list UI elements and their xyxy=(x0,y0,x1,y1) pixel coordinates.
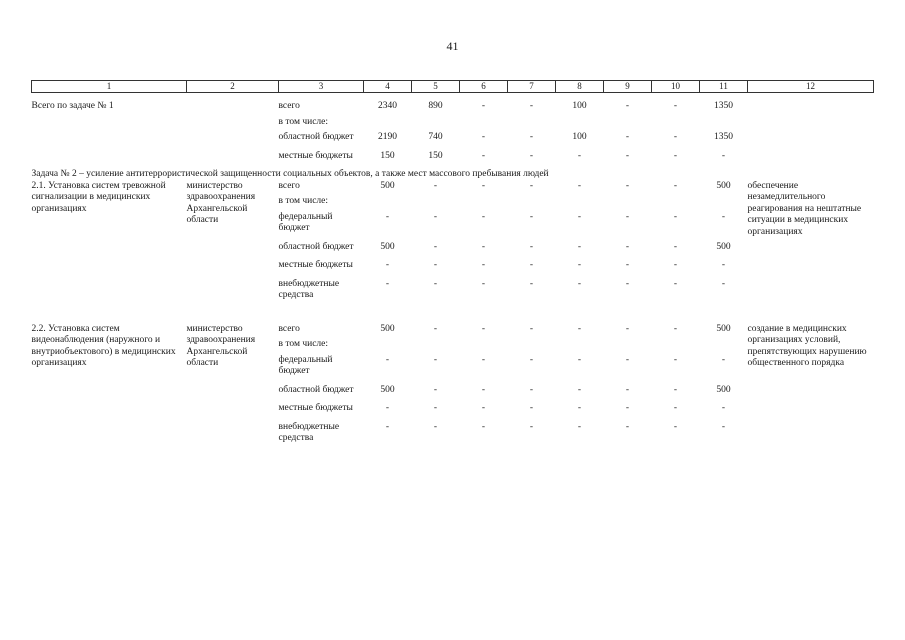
value-cell: 890 xyxy=(428,101,443,111)
value-cell: - xyxy=(433,403,438,413)
value-cell: - xyxy=(577,211,582,222)
value-cell: - xyxy=(433,211,438,222)
value-cell: 740 xyxy=(428,132,443,142)
value-cell: - xyxy=(529,241,534,252)
value-cell: - xyxy=(385,421,390,432)
executor-cell xyxy=(187,101,279,169)
column-number: 9 xyxy=(604,81,652,93)
program-table xyxy=(31,80,874,452)
column-number: 2 xyxy=(187,81,279,93)
value-cell xyxy=(460,117,508,133)
value-cell: - xyxy=(577,180,582,191)
funding-source-cell: местные бюджеты xyxy=(278,150,353,161)
column-number: 8 xyxy=(556,81,604,93)
value-cell: - xyxy=(625,101,630,111)
value-cell xyxy=(364,339,412,355)
value-cell: - xyxy=(625,384,630,395)
column-number: 1 xyxy=(32,81,187,93)
value-cell: - xyxy=(481,260,486,270)
value-cell: - xyxy=(433,354,438,365)
value-cell: - xyxy=(625,278,630,289)
value-cell: - xyxy=(721,150,726,161)
value-cell: 500 xyxy=(716,384,731,395)
value-cell: - xyxy=(577,421,582,432)
value-cell: - xyxy=(625,150,630,161)
value-cell xyxy=(700,196,748,212)
value-cell: - xyxy=(673,180,678,191)
value-cell: - xyxy=(673,278,678,289)
value-cell: - xyxy=(481,150,486,161)
value-cell xyxy=(508,339,556,355)
column-number: 6 xyxy=(460,81,508,93)
value-cell xyxy=(556,117,604,133)
value-cell: - xyxy=(529,323,534,334)
value-cell: - xyxy=(625,241,630,252)
value-cell: - xyxy=(721,278,726,289)
task-heading-row xyxy=(32,169,874,181)
column-number: 3 xyxy=(279,81,364,93)
value-cell xyxy=(508,196,556,212)
value-cell: - xyxy=(625,180,630,191)
value-cell: - xyxy=(433,323,438,334)
spacer-row xyxy=(32,309,874,324)
page-number: 41 xyxy=(446,39,459,53)
value-cell: - xyxy=(673,132,678,142)
value-cell: - xyxy=(577,384,582,395)
value-cell xyxy=(652,196,700,212)
value-cell xyxy=(700,339,748,355)
funding-source-cell: всего xyxy=(278,323,300,334)
column-number: 10 xyxy=(652,81,700,93)
value-cell xyxy=(460,196,508,212)
value-cell xyxy=(556,196,604,212)
value-cell: - xyxy=(625,323,630,334)
value-cell: - xyxy=(385,278,390,289)
value-cell: - xyxy=(577,403,582,413)
value-cell: - xyxy=(481,211,486,222)
funding-source-cell: в том числе: xyxy=(278,196,329,206)
value-cell: 100 xyxy=(572,132,587,142)
value-cell: - xyxy=(625,403,630,413)
value-cell xyxy=(412,196,460,212)
value-cell: - xyxy=(433,421,438,432)
value-cell: - xyxy=(529,101,534,111)
funding-source-cell: областной бюджет xyxy=(278,384,354,395)
executor-cell: министерство здравоохранения Архангельской области xyxy=(186,323,256,368)
value-cell: - xyxy=(385,354,390,365)
value-cell xyxy=(556,339,604,355)
value-cell: - xyxy=(673,354,678,365)
activity-name-cell: 2.2. Установка систем видеонаблюдения (наружного и внутриобъектового) в медицинских организациях xyxy=(31,323,176,368)
value-cell: 500 xyxy=(716,241,731,252)
value-cell: 150 xyxy=(380,150,395,161)
task-heading: Задача № 2 – усиление антитеррористической защищенности социальных объектов, а также мест массового пребывания людей xyxy=(31,169,549,179)
result-cell: обеспечение незамедлительного реагирования на нештатные ситуации в медицинских организациях xyxy=(747,180,862,237)
value-cell: - xyxy=(481,132,486,142)
value-cell: - xyxy=(673,421,678,432)
column-number: 4 xyxy=(364,81,412,93)
activity-name-cell: 2.1. Установка систем тревожной сигнализации в медицинских организациях xyxy=(31,180,166,214)
value-cell: - xyxy=(529,211,534,222)
value-cell: - xyxy=(529,403,534,413)
value-cell: - xyxy=(385,403,390,413)
value-cell xyxy=(652,117,700,133)
value-cell xyxy=(364,196,412,212)
value-cell: - xyxy=(481,384,486,395)
value-cell: - xyxy=(625,132,630,142)
column-number: 7 xyxy=(508,81,556,93)
executor-cell: министерство здравоохранения Архангельской области xyxy=(186,180,256,225)
value-cell: 500 xyxy=(716,323,731,334)
value-cell: - xyxy=(481,403,486,413)
value-cell: 1350 xyxy=(714,101,733,111)
value-cell: - xyxy=(721,211,726,222)
value-cell: - xyxy=(721,403,726,413)
funding-source-cell: в том числе: xyxy=(278,339,329,349)
value-cell: 2340 xyxy=(378,101,397,111)
funding-source-cell: внебюджетные средства xyxy=(278,421,340,443)
value-cell: - xyxy=(673,384,678,395)
value-cell: - xyxy=(529,150,534,161)
column-number: 5 xyxy=(412,81,460,93)
funding-source-cell: внебюджетные средства xyxy=(278,278,340,300)
result-cell xyxy=(748,101,874,169)
value-cell: - xyxy=(673,403,678,413)
spacer-cell xyxy=(32,93,874,102)
value-cell: - xyxy=(529,180,534,191)
value-cell xyxy=(700,117,748,133)
value-cell: 1350 xyxy=(714,132,733,142)
value-cell: - xyxy=(625,354,630,365)
value-cell: - xyxy=(673,323,678,334)
value-cell: - xyxy=(433,241,438,252)
value-cell: - xyxy=(625,260,630,270)
value-cell: - xyxy=(721,354,726,365)
value-cell: - xyxy=(673,260,678,270)
value-cell: 500 xyxy=(380,384,395,395)
value-cell: - xyxy=(673,101,678,111)
value-cell: - xyxy=(625,421,630,432)
value-cell xyxy=(412,117,460,133)
value-cell: - xyxy=(721,260,726,270)
funding-source-cell: всего xyxy=(278,101,300,111)
value-cell: - xyxy=(577,278,582,289)
value-cell: - xyxy=(481,323,486,334)
result-cell: создание в медицинских организациях условий, препятствующих нарушению общественного порядка xyxy=(747,323,867,368)
value-cell: - xyxy=(625,211,630,222)
value-cell: 500 xyxy=(380,241,395,252)
column-number: 12 xyxy=(748,81,874,93)
value-cell: - xyxy=(529,354,534,365)
value-cell: 150 xyxy=(428,150,443,161)
column-number-row xyxy=(32,81,874,93)
spacer-row xyxy=(32,93,874,102)
value-cell xyxy=(364,117,412,133)
column-number: 11 xyxy=(700,81,748,93)
value-cell: - xyxy=(481,101,486,111)
value-cell xyxy=(604,117,652,133)
value-cell: - xyxy=(529,384,534,395)
value-cell: - xyxy=(433,260,438,270)
value-cell: 500 xyxy=(716,180,731,191)
funding-source-cell: областной бюджет xyxy=(278,132,354,142)
value-cell: - xyxy=(577,241,582,252)
value-cell: - xyxy=(481,180,486,191)
value-cell: - xyxy=(481,278,486,289)
value-cell: - xyxy=(481,241,486,252)
value-cell: 2190 xyxy=(378,132,397,142)
value-cell: - xyxy=(577,323,582,334)
value-cell xyxy=(604,196,652,212)
value-cell: - xyxy=(577,260,582,270)
funding-source-cell: всего xyxy=(278,180,300,191)
value-cell: - xyxy=(433,278,438,289)
value-cell: - xyxy=(433,384,438,395)
funding-source-cell: местные бюджеты xyxy=(278,403,353,413)
spacer-cell xyxy=(32,309,874,324)
value-cell: - xyxy=(673,211,678,222)
value-cell xyxy=(652,339,700,355)
funding-source-cell: в том числе: xyxy=(278,116,329,127)
value-cell: - xyxy=(481,354,486,365)
value-cell: - xyxy=(529,278,534,289)
funding-source-cell: областной бюджет xyxy=(278,241,354,252)
value-cell: - xyxy=(385,260,390,270)
value-cell xyxy=(460,339,508,355)
table-row xyxy=(32,324,874,340)
value-cell: - xyxy=(385,211,390,222)
value-cell: 500 xyxy=(380,323,395,334)
value-cell: - xyxy=(529,421,534,432)
value-cell: - xyxy=(577,354,582,365)
value-cell xyxy=(604,339,652,355)
value-cell: - xyxy=(529,132,534,142)
funding-source-cell: местные бюджеты xyxy=(278,260,353,270)
table-row xyxy=(32,181,874,197)
value-cell: - xyxy=(721,421,726,432)
value-cell xyxy=(412,339,460,355)
value-cell: - xyxy=(481,421,486,432)
value-cell: - xyxy=(577,150,582,161)
value-cell: - xyxy=(529,260,534,270)
value-cell: - xyxy=(433,180,438,191)
total-label-cell: Всего по задаче № 1 xyxy=(31,101,114,111)
value-cell: - xyxy=(673,241,678,252)
value-cell: 500 xyxy=(380,180,395,191)
table-row xyxy=(32,101,874,117)
funding-source-cell: федеральный бюджет xyxy=(278,211,333,233)
value-cell xyxy=(508,117,556,133)
funding-source-cell: федеральный бюджет xyxy=(278,354,333,376)
value-cell: 100 xyxy=(572,101,587,111)
value-cell: - xyxy=(673,150,678,161)
